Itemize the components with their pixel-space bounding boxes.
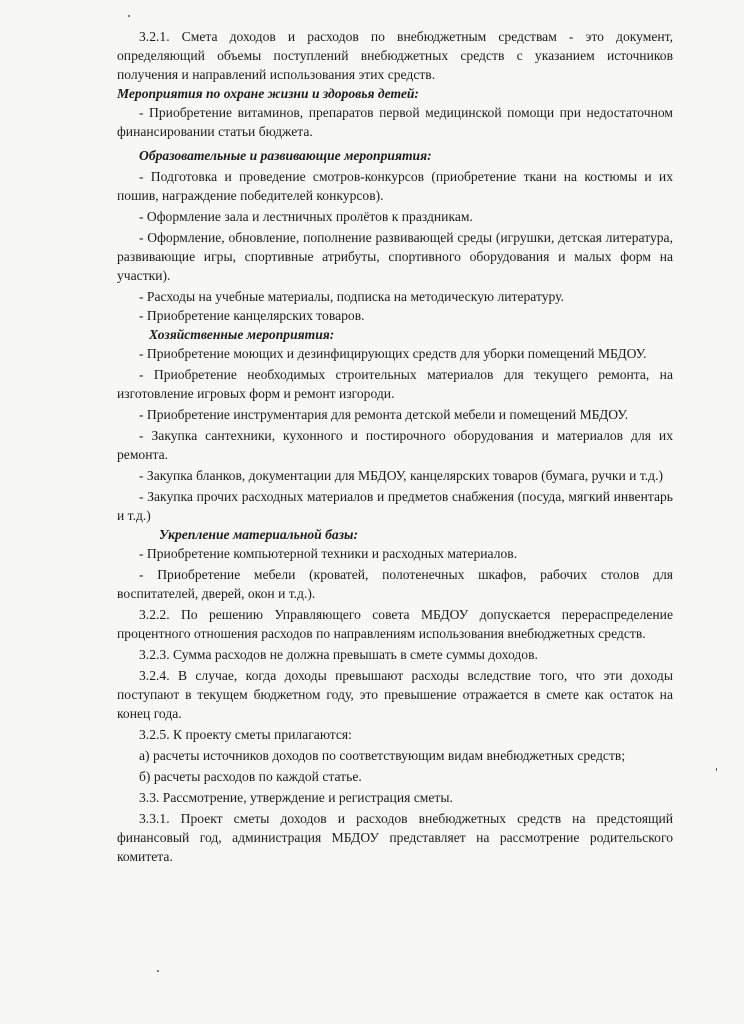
paragraph-3-2-1: 3.2.1. Смета доходов и расходов по внебюджетным средствам - это документ, определяющий объемы поступлений внебюджетных средств с указанием источников получения и направлений использования этих средств. — [117, 29, 673, 82]
paragraph-3-2-5-b: б) расчеты расходов по каждой статье. — [139, 769, 362, 784]
item-edu-5: - Приобретение канцелярских товаров. — [139, 308, 365, 323]
paragraph-3-3-1: 3.3.1. Проект сметы доходов и расходов внебюджетных средств на предстоящий финансовый год, администрация МБДОУ представляет на рассмотрение родительского комитета. — [117, 811, 673, 864]
document-body — [117, 27, 673, 866]
scan-speck — [716, 768, 717, 771]
item-house-6: - Закупка прочих расходных материалов и предметов снабжения (посуда, мягкий инвентарь и т.д.) — [117, 489, 673, 523]
item-edu-2: - Оформление зала и лестничных пролётов к праздникам. — [139, 209, 473, 224]
heading-material-base: Укрепление материальной базы: — [159, 527, 358, 542]
item-house-4: - Закупка сантехники, кухонного и постирочного оборудования и материалов для их ремонта. — [117, 428, 673, 462]
paragraph-3-2-2: 3.2.2. По решению Управляющего совета МБДОУ допускается перераспределение процентного отношения расходов по направлениям использования внебюджетных средств. — [117, 607, 673, 641]
heading-health: Мероприятия по охране жизни и здоровья детей: — [117, 86, 419, 101]
paragraph-3-3: 3.3. Рассмотрение, утверждение и регистрация сметы. — [139, 790, 453, 805]
paragraph-3-2-4: 3.2.4. В случае, когда доходы превышают расходы вследствие того, что эти доходы поступают в текущем бюджетном году, это превышение отражается в смете как остаток на конец года. — [117, 668, 673, 721]
scan-speck — [128, 15, 130, 17]
item-house-2: - Приобретение необходимых строительных материалов для текущего ремонта, на изготовление игровых форм и ремонт изгороди. — [117, 367, 673, 401]
item-base-2: - Приобретение мебели (кроватей, полотенечных шкафов, рабочих столов для воспитателей, дверей, окон и т.д.). — [117, 567, 673, 601]
item-house-3: - Приобретение инструментария для ремонта детской мебели и помещений МБДОУ. — [139, 407, 629, 422]
item-edu-1: - Подготовка и проведение смотров-конкурсов (приобретение ткани на костюмы и их пошив, награждение победителей конкурсов). — [117, 169, 673, 203]
paragraph-3-2-3: 3.2.3. Сумма расходов не должна превышать в смете суммы доходов. — [139, 647, 538, 662]
item-edu-3: - Оформление, обновление, пополнение развивающей среды (игрушки, детская литература, развивающие игры, спортивные атрибуты, спортивного оборудования и малых форм на участки). — [117, 230, 673, 283]
heading-household: Хозяйственные мероприятия: — [149, 327, 335, 342]
item-base-1: - Приобретение компьютерной техники и расходных материалов. — [139, 546, 518, 561]
item-house-5: - Закупка бланков, документации для МБДОУ, канцелярских товаров (бумага, ручки и т.д.) — [139, 468, 663, 483]
item-edu-4: - Расходы на учебные материалы, подписка на методическую литературу. — [139, 289, 564, 304]
item-house-1: - Приобретение моющих и дезинфицирующих средств для уборки помещений МБДОУ. — [139, 346, 647, 361]
item-health-1: - Приобретение витаминов, препаратов первой медицинской помощи при недостаточном финансировании статьи бюджета. — [117, 105, 673, 139]
paragraph-3-2-5-a: а) расчеты источников доходов по соответствующим видам внебюджетных средств; — [139, 748, 626, 763]
scan-speck — [157, 970, 159, 972]
paragraph-3-2-5: 3.2.5. К проекту сметы прилагаются: — [139, 727, 352, 742]
heading-education: Образовательные и развивающие мероприятия: — [139, 148, 432, 163]
